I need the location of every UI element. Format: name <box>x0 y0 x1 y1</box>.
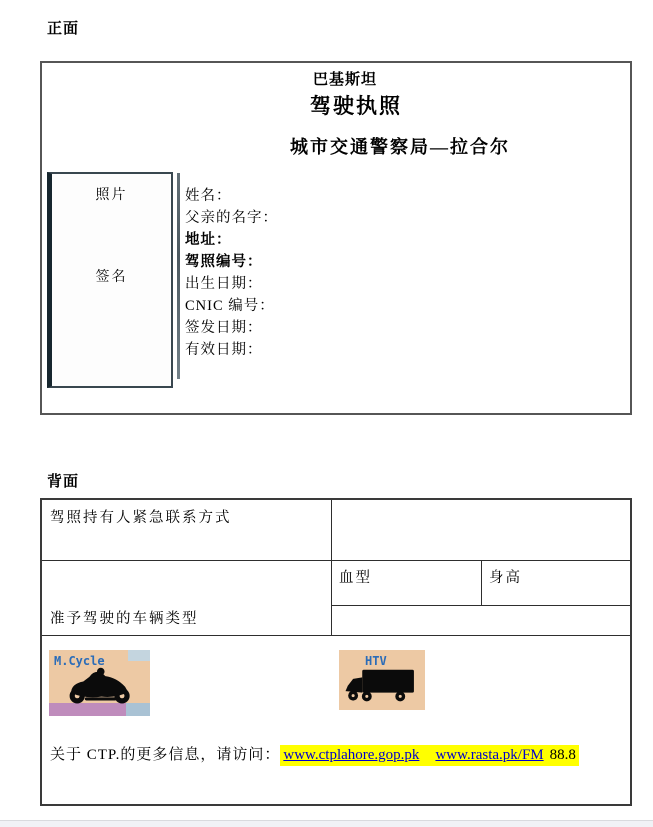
rasta-link[interactable]: www.rasta.pk/FM <box>435 747 544 763</box>
field-issue-date: 签发日期： <box>185 320 263 336</box>
ctp-info-prefix: 关于 CTP.的更多信息，请访问： <box>50 747 281 763</box>
photo-placeholder-label: 照片 <box>95 188 128 203</box>
table-divider-row1 <box>42 560 630 561</box>
field-date-of-birth: 出生日期： <box>185 276 263 292</box>
table-divider-vertical-main <box>331 500 332 635</box>
motorcycle-icon <box>61 667 139 705</box>
truck-icon <box>343 666 421 704</box>
vehicle-types-label: 准予驾驶的车辆类型 <box>50 611 199 627</box>
photo-signature-box <box>47 172 173 388</box>
motorcycle-badge <box>49 650 150 716</box>
front-section-label: 正面 <box>47 21 80 37</box>
badge-corner-patch <box>128 650 150 661</box>
window-bottom-strip <box>0 820 653 827</box>
htv-badge-label: HTV <box>365 654 387 668</box>
blood-type-label: 血型 <box>339 570 372 586</box>
field-license-number: 驾照编号： <box>185 254 263 270</box>
license-title: 驾驶执照 <box>310 94 402 118</box>
field-name: 姓名： <box>185 188 232 204</box>
field-valid-date: 有效日期： <box>185 342 263 358</box>
ctp-info-line <box>50 743 579 764</box>
license-back-card <box>40 498 632 806</box>
back-section-label: 背面 <box>47 474 80 490</box>
field-father-name: 父亲的名字： <box>185 210 278 226</box>
issuing-authority: 城市交通警察局—拉合尔 <box>290 137 510 157</box>
scan-artifact-strip <box>177 173 180 379</box>
htv-badge <box>339 650 425 710</box>
field-address: 地址： <box>185 232 232 248</box>
license-field-list <box>185 185 278 361</box>
license-front-card <box>40 61 632 415</box>
table-divider-blood-height <box>481 560 482 605</box>
motorcycle-badge-label: M.Cycle <box>54 654 105 668</box>
signature-placeholder-label: 签名 <box>95 270 128 285</box>
emergency-contact-label: 驾照持有人紧急联系方式 <box>50 510 232 526</box>
fm-frequency: 88.8 <box>549 747 576 763</box>
field-cnic-number: CNIC 编号： <box>185 298 275 314</box>
table-divider-row2 <box>42 635 630 636</box>
height-label: 身高 <box>489 570 522 586</box>
ctplahore-link[interactable]: www.ctplahore.gop.pk <box>283 747 420 763</box>
highlighted-links <box>280 745 579 766</box>
table-divider-row2-inner <box>331 605 630 606</box>
country-name: 巴基斯坦 <box>313 72 378 88</box>
